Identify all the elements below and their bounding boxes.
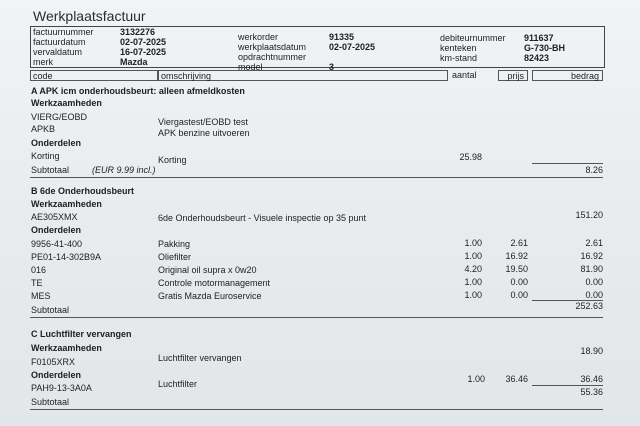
section-a-subtotaal-value: 8.26 (585, 165, 603, 175)
debiteurnummer-value: 911637 (524, 33, 554, 43)
vervaldatum-value: 16-07-2025 (120, 47, 167, 57)
section-c-part-desc: Luchtfilter (158, 379, 198, 389)
section-b-part-bedrag: 2.61 (585, 238, 603, 248)
invoice-header-box (30, 26, 605, 68)
column-header-prijs: prijs (498, 70, 528, 81)
section-c-subtotaal-label: Subtotaal (31, 397, 70, 407)
section-a-korting-aantal: 25.98 (459, 152, 482, 162)
werkplaatsdatum-value: 02-07-2025 (329, 42, 376, 52)
section-c-werkzaamheden-label: Werkzaamheden (31, 343, 102, 353)
section-a-row-code: APKB (31, 124, 56, 134)
model-value: 3 (329, 62, 335, 72)
section-b-subtotaal-value: 252.63 (575, 301, 603, 311)
section-b-part-code: MES (31, 291, 51, 301)
section-b-subtotaal-label: Subtotaal (31, 305, 70, 315)
section-b-part-desc: Gratis Mazda Euroservice (158, 291, 262, 301)
subtotal-rule (532, 163, 603, 164)
subtotal-rule (532, 385, 603, 386)
section-c-part-prijs: 36.46 (505, 374, 528, 384)
factuurdatum-value: 02-07-2025 (120, 37, 167, 47)
section-a-bottom-rule (30, 177, 603, 178)
section-b-part-aantal: 1.00 (464, 277, 482, 287)
section-b-onderdelen-label: Onderdelen (31, 225, 82, 235)
section-c-bottom-rule (30, 409, 603, 410)
section-b-werk-desc: 6de Onderhoudsbeurt - Visuele inspectie op 35 punt (158, 213, 366, 223)
section-b-part-aantal: 4.20 (464, 264, 482, 274)
section-b-bottom-rule (30, 317, 603, 318)
model-label: model (238, 62, 263, 72)
werkorder-label: werkorder (238, 32, 279, 42)
section-a-subtotaal-label: Subtotaal (31, 165, 70, 175)
werkplaatsdatum-label: werkplaatsdatum (238, 42, 307, 52)
section-b-part-prijs: 16.92 (505, 251, 528, 261)
column-header-code: code (30, 70, 158, 81)
section-b-part-bedrag: 0.00 (585, 277, 603, 287)
section-c-werk-desc: Luchtfilter vervangen (158, 353, 242, 363)
section-c-onderdelen-label: Onderdelen (31, 370, 82, 380)
column-header-bedrag: bedrag (532, 70, 603, 81)
section-a-row-desc: Viergastest/EOBD test (158, 117, 248, 127)
section-b-part-prijs: 0.00 (510, 290, 528, 300)
section-b-part-desc: Controle motormanagement (158, 278, 271, 288)
factuurnummer-value: 3132276 (120, 27, 156, 37)
column-header-aantal: aantal (452, 70, 477, 80)
section-a-werkzaamheden-label: Werkzaamheden (31, 98, 102, 108)
section-a-korting-desc: Korting (158, 155, 187, 165)
section-a-onderdelen-label: Onderdelen (31, 138, 82, 148)
section-b-part-prijs: 0.00 (510, 277, 528, 287)
section-b-part-aantal: 1.00 (464, 238, 482, 248)
section-b-part-code: TE (31, 278, 43, 288)
section-b-werk-bedrag: 151.20 (575, 210, 603, 220)
section-b-part-prijs: 19.50 (505, 264, 528, 274)
kmstand-value: 82423 (524, 53, 550, 63)
section-b-part-bedrag: 0.00 (585, 290, 603, 300)
kenteken-label: kenteken (440, 43, 477, 53)
section-c-title: C Luchtfilter vervangen (31, 329, 132, 339)
section-c-subtotaal-value: 55.36 (580, 387, 603, 397)
section-b-part-prijs: 2.61 (510, 238, 528, 248)
document-title: Werkplaatsfactuur (33, 8, 146, 24)
debiteurnummer-label: debiteurnummer (440, 33, 506, 43)
section-b-werk-code: AE305XMX (31, 212, 78, 222)
section-b-werkzaamheden-label: Werkzaamheden (31, 199, 102, 209)
vervaldatum-label: vervaldatum (33, 47, 83, 57)
section-b-part-bedrag: 16.92 (580, 251, 603, 261)
section-c-part-bedrag: 36.46 (580, 374, 603, 384)
section-a-row-code: VIERG/EOBD (31, 112, 88, 122)
section-b-part-code: 9956-41-400 (31, 239, 83, 249)
werkorder-value: 91335 (329, 32, 355, 42)
section-c-werk-bedrag: 18.90 (580, 346, 603, 356)
section-b-part-code: PE01-14-302B9A (31, 252, 102, 262)
section-b-part-aantal: 1.00 (464, 251, 482, 261)
section-a-subtotaal-note: (EUR 9.99 incl.) (92, 165, 156, 175)
opdrachtnummer-label: opdrachtnummer (238, 52, 307, 62)
section-b-part-desc: Original oil supra x 0w20 (158, 265, 257, 275)
merk-label: merk (33, 57, 53, 67)
factuurdatum-label: factuurdatum (33, 37, 86, 47)
merk-value: Mazda (120, 57, 148, 67)
section-b-part-bedrag: 81.90 (580, 264, 603, 274)
section-a-title: A APK icm onderhoudsbeurt: alleen afmeldkosten (31, 86, 245, 96)
section-b-title: B 6de Onderhoudsbeurt (31, 186, 135, 196)
section-b-part-aantal: 1.00 (464, 290, 482, 300)
kenteken-value: G-730-BH (524, 43, 566, 53)
section-c-werk-code: F0105XRX (31, 357, 76, 367)
section-a-korting-code: Korting (31, 151, 60, 161)
section-b-part-desc: Pakking (158, 239, 191, 249)
column-header-omschrijving: omschrijving (158, 70, 448, 81)
section-b-part-desc: Oliefilter (158, 252, 192, 262)
section-b-part-code: 016 (31, 265, 47, 275)
section-a-row-desc: APK benzine uitvoeren (158, 128, 250, 138)
kmstand-label: km-stand (440, 53, 478, 63)
section-c-part-aantal: 1.00 (467, 374, 485, 384)
section-c-part-code: PAH9-13-3A0A (31, 383, 92, 393)
factuurnummer-label: factuurnummer (33, 27, 94, 37)
